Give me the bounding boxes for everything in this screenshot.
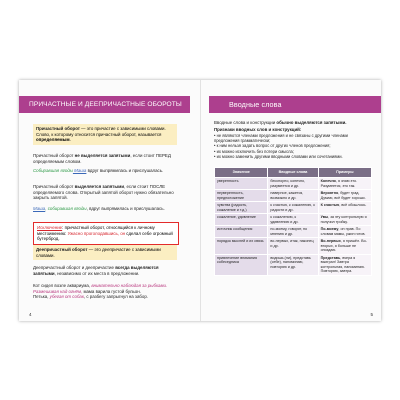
intro-b: обычно выделяются запятыми. — [276, 120, 347, 125]
example-1-noun: Маша — [72, 168, 87, 173]
cell-example-key: Вероятно — [320, 191, 339, 195]
cell-example-text: , всё обошлось. — [339, 203, 367, 207]
table-row — [215, 238, 372, 255]
gerund-rule — [33, 265, 179, 276]
exception-text: : причастный оборот, относящийся к личному местоимению: — [37, 225, 155, 236]
cell-example-key: Представь — [320, 255, 341, 260]
cell-example — [318, 226, 371, 238]
cell-meaning: чувства (радость, сожаление и т.д.) — [215, 202, 268, 214]
cell-example — [318, 178, 371, 190]
cell-words: по-моему, говорят, по мнению и др. — [268, 226, 318, 238]
sign-item-3: их можно исключить без потери смысла; — [216, 148, 294, 154]
gerund-definition-text: — это деепричастие с зависимыми словами. — [36, 247, 161, 258]
sign-item-4: их можно заменить другими вводными словами или сочетаниями. — [216, 153, 343, 159]
table-row — [215, 214, 372, 226]
cell-example-text: , за эту контрольную я получил тройку. — [320, 215, 367, 224]
cell-example — [318, 190, 371, 202]
cell-meaning: уверенность — [215, 178, 268, 190]
left-page-title: ПРИЧАСТНЫЕ И ДЕЕПРИЧАСТНЫЕ ОБОРОТЫ — [19, 96, 190, 113]
cell-words: наверное, кажется, возможно и др. — [268, 190, 318, 202]
table-header-row — [215, 168, 372, 178]
cell-example — [318, 238, 371, 255]
gerund-rule-c: , независимо от их места в предложении. — [54, 270, 140, 276]
rule-no-comma — [33, 153, 179, 164]
rule-no-comma-c: , если стоит ПЕРЕД определяемым словом. — [33, 153, 171, 164]
exception-example-phrase: Ужасно проголодавшись, он — [67, 230, 126, 236]
rule-no-comma-b: не выделяется запятыми — [74, 153, 131, 158]
gerund-term: Деепричастный оборот — [36, 247, 88, 252]
gerund-examples — [33, 283, 179, 300]
table-row — [215, 226, 372, 238]
exception-box — [33, 222, 179, 245]
open-book-spread — [19, 80, 381, 321]
table-row — [215, 178, 372, 190]
sign-item: • их можно исключить без потери смысла; — [214, 148, 294, 154]
cell-words: к счастью, к сожалению, к радости и др. — [268, 202, 318, 214]
signs-title-text: Признаки вводных слов и конструкций: — [214, 127, 302, 132]
col-header-meaning: Значение — [215, 168, 268, 178]
cell-example-key: По-моему — [320, 227, 339, 231]
table-row — [215, 190, 372, 202]
right-page-title: Вводные слова — [209, 96, 381, 113]
rule-with-comma-c: , если стоит ПОСЛЕ определяемого слова. Открытый запятой оборот нужно обязательно закрыть запятой. — [33, 184, 174, 201]
cell-example-text: , он прав. По словам мамы, ужин готов. — [320, 227, 366, 236]
cell-example-text: , вчера я выиграл! Завтра контрольная, напоминаю. Повторяю, завтра. — [320, 255, 365, 273]
cell-example-text: , я знаю это. Разумеется, это так. — [320, 179, 358, 188]
cell-example — [318, 254, 371, 275]
cell-example — [318, 214, 371, 226]
cell-words: во-первых, итак, наконец и др. — [268, 238, 318, 255]
example-2-noun: Маша — [33, 206, 46, 211]
participle-term: Причастный оборот — [36, 126, 80, 131]
cell-example-text: , будет град. Думаю, всё будет хорошо. — [320, 191, 366, 200]
participle-definition-text: — это причастие с зависимыми словами. Слово, к которому относится причастный оборот, называется — [36, 126, 166, 137]
intro-words-table — [214, 167, 372, 276]
gerund-example-2b: мама варила густой бульон. — [82, 288, 141, 294]
intro-a: Вводные слова и конструкции — [214, 120, 277, 125]
gerund-example-3c: , с разбегу запрыгнул на забор. — [83, 294, 149, 300]
gerund-example-2a: Размешивая над огнём, — [33, 288, 83, 294]
gerund-rule-a: Деепричастный оборот и деепричастие — [33, 265, 116, 270]
signs-list — [214, 133, 374, 159]
sign-item: • их можно заменить другими вводными словами или сочетаниями. — [214, 153, 343, 159]
cell-words: бесспорно, конечно, разумеется и др. — [268, 178, 318, 190]
cell-meaning: неуверенность, предположение — [215, 190, 268, 202]
left-page — [19, 80, 201, 321]
intro — [214, 120, 374, 126]
cell-example — [318, 202, 371, 214]
defined-word-term: определяемым — [36, 137, 70, 143]
cell-meaning: привлечение внимания собеседника — [215, 254, 268, 275]
gerund-definition-box — [33, 245, 177, 260]
sign-item-2: к ним нельзя задать вопрос от других членов предложения; — [216, 143, 331, 149]
col-header-words: Вводные слова — [268, 168, 318, 178]
table-row — [215, 254, 372, 275]
cell-example-key: Конечно — [320, 179, 336, 183]
example-1-rest: вдруг выпрямилась и прислушалась. — [86, 168, 164, 173]
example-1 — [33, 168, 179, 174]
sign-item: • к ним нельзя задать вопрос от других членов предложения; — [214, 143, 331, 149]
page-number-right: 5 — [370, 312, 373, 317]
cell-words: видишь (ли), представь (себе), напоминаю, повторяю и др. — [268, 254, 318, 275]
signs-title — [214, 127, 374, 133]
col-header-examples: Примеры — [318, 168, 371, 178]
example-2-phrase: , собиравшая ягоды — [45, 206, 87, 211]
cell-meaning: источник сообщения — [215, 226, 268, 238]
rule-with-comma-a: Причастный оборот — [33, 184, 75, 189]
cell-example-key: Увы — [320, 215, 329, 219]
page-number-left: 4 — [29, 312, 32, 317]
cell-meaning: сожаление, удивление — [215, 214, 268, 226]
participle-definition-box: Причастный оборот — это причастие с зависимыми словами. Слово, к которому относится причастный оборот, называется определяемым. — [33, 124, 177, 145]
cell-example-text: , я пришёл. Во-вторых, я больше не опоздаю. — [320, 239, 367, 252]
gerund-example-1a: Кот сидел возле аквариума, — [33, 283, 92, 288]
gerund-example-1b: внимательно наблюдая за рыбками. — [91, 283, 168, 288]
gerund-example-3a: Петька, — [33, 294, 50, 300]
example-2-rest: , вдруг выпрямилась и прислушалась. — [86, 206, 165, 211]
exception-example-rest: сделал себе огромный бутерброд. — [37, 230, 173, 242]
right-page — [200, 80, 381, 321]
exception-label: Исключение — [37, 225, 63, 230]
example-2 — [33, 206, 179, 212]
example-1-phrase: Собиравшая ягоды — [33, 168, 73, 173]
cell-meaning: порядок мыслей и их связь — [215, 238, 268, 255]
cell-words: к сожалению, к удивлению и др. — [268, 214, 318, 226]
table-row — [215, 202, 372, 214]
rule-with-comma-b: выделяется запятыми — [74, 184, 125, 189]
sign-item: • не являются членами предложения и не связаны с другими членами предложения грамматически; — [214, 133, 348, 144]
cell-example-key: Во-первых — [320, 239, 341, 243]
cell-example-key: К счастью — [320, 203, 340, 207]
rule-no-comma-a: Причастный оборот — [33, 153, 75, 158]
gerund-example-3b: убегая от собак — [49, 294, 84, 300]
sign-item-1: не являются членами предложения и не связаны с другими членами предложения грамматически; — [214, 133, 348, 144]
rule-with-comma — [33, 184, 179, 201]
gerund-rule-b: всегда выделяются запятыми — [33, 265, 159, 276]
